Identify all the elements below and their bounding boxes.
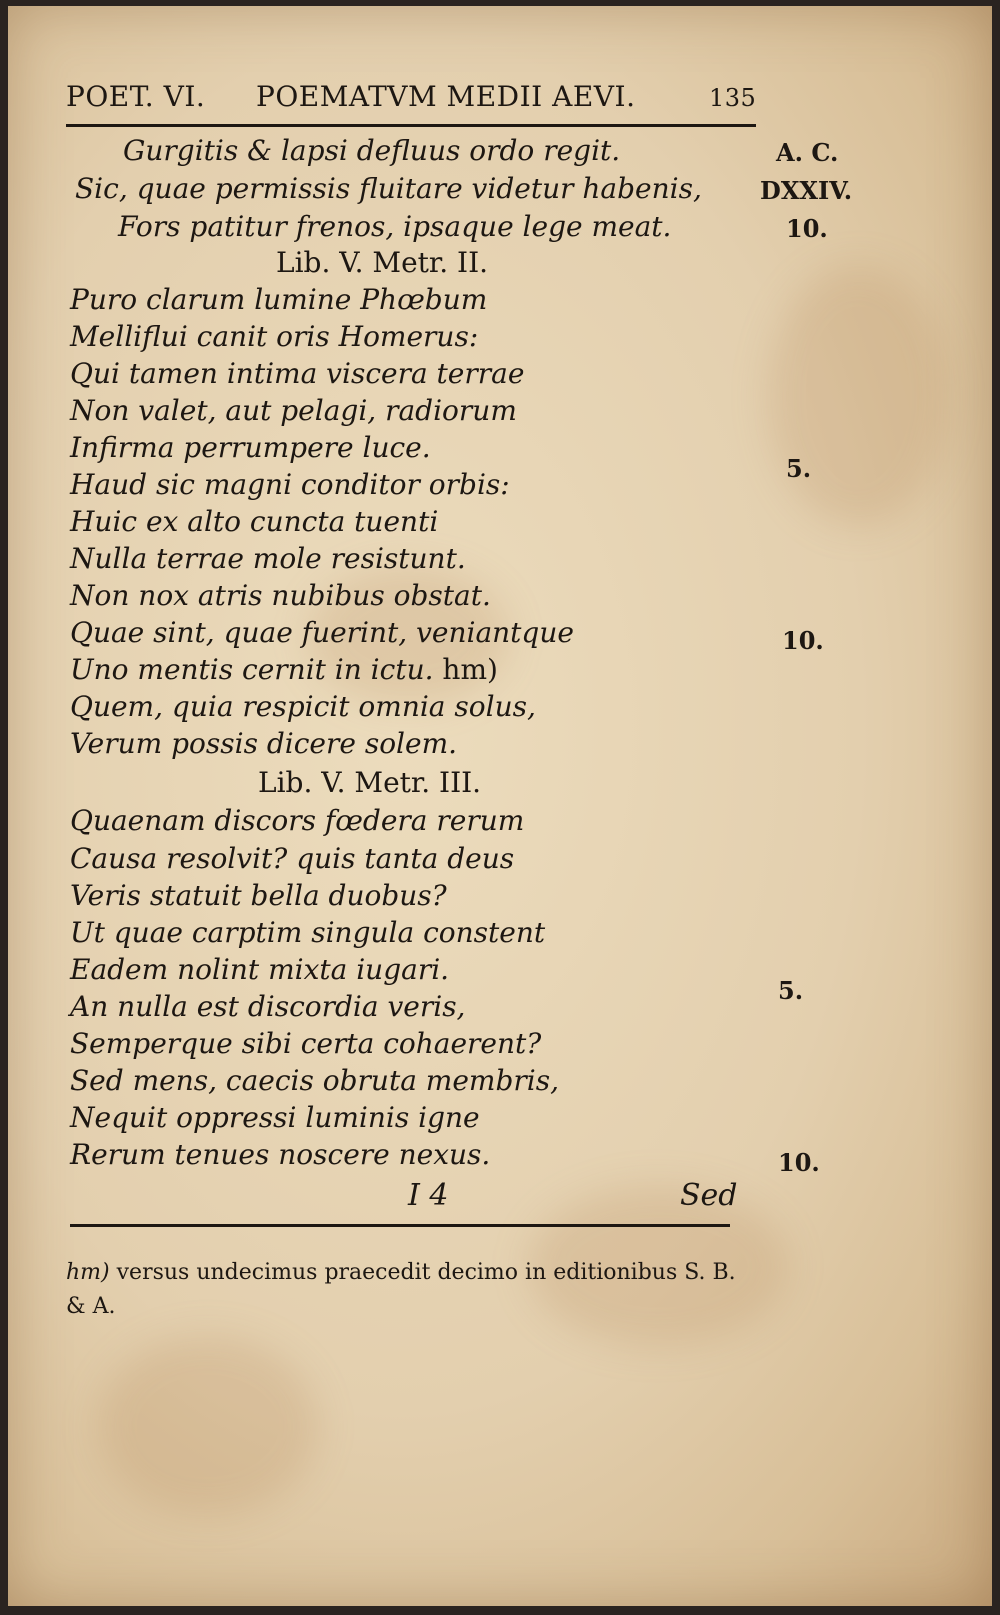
- verse-line: Ut quae carptim singula constent: [70, 916, 546, 949]
- signature-mark: I 4: [408, 1178, 449, 1213]
- page-number: 135: [709, 84, 757, 112]
- verse-line: Sed mens, caecis obruta membris,: [70, 1064, 560, 1097]
- verse-line: Infirma perrumpere luce.: [70, 431, 431, 464]
- header-title: POEMATVM MEDII AEVI.: [256, 80, 636, 113]
- verse-line: Non valet, aut pelagi, radiorum: [70, 394, 517, 427]
- header-section: POET. VI.: [66, 80, 206, 113]
- header-rule: [66, 124, 756, 127]
- verse-line: Quem, quia respicit omnia solus,: [70, 690, 536, 723]
- verse-line: Haud sic magni conditor orbis:: [70, 468, 510, 501]
- catchword: Sed: [680, 1178, 738, 1213]
- margin-line-number: 10.: [778, 1148, 820, 1177]
- margin-note-year: A. C.: [776, 138, 839, 167]
- verse-line: Nulla terrae mole resistunt.: [70, 542, 466, 575]
- section-heading: Lib. V. Metr. III.: [258, 766, 482, 799]
- verse-line: Sic, quae permissis fluitare videtur habenis,: [75, 172, 702, 205]
- verse-line: Uno mentis cernit in ictu. hm): [70, 653, 498, 686]
- verse-line: Qui tamen intima viscera terrae: [70, 357, 525, 390]
- verse-line: Eadem nolint mixta iugari.: [70, 953, 450, 986]
- verse-line: Fors patitur frenos, ipsaque lege meat.: [118, 210, 672, 243]
- margin-note-year: DXXIV.: [760, 176, 853, 205]
- footnote-reference: hm): [442, 653, 498, 686]
- verse-line: Non nox atris nubibus obstat.: [70, 579, 491, 612]
- verse-line: Causa resolvit? quis tanta deus: [70, 842, 515, 875]
- footnote-text: versus undecimus praecedit decimo in editionibus S. B. & A.: [66, 1260, 736, 1319]
- verse-line: Verum possis dicere solem.: [70, 727, 458, 760]
- section-heading: Lib. V. Metr. II.: [276, 246, 489, 279]
- verse-line: Huic ex alto cuncta tuenti: [70, 505, 439, 538]
- footnote: [66, 1256, 746, 1324]
- verse-line: Rerum tenues noscere nexus.: [70, 1138, 491, 1171]
- footnote-mark: hm): [66, 1260, 110, 1285]
- book-page: [8, 6, 992, 1606]
- margin-line-number: 10.: [786, 214, 828, 243]
- verse-line: Melliflui canit oris Homerus:: [70, 320, 479, 353]
- verse-line: Puro clarum lumine Phœbum: [70, 283, 488, 316]
- verse-line: Quae sint, quae fuerint, veniantque: [70, 616, 574, 649]
- margin-line-number: 10.: [782, 626, 824, 655]
- running-header: [66, 80, 756, 120]
- verse-line: Veris statuit bella duobus?: [70, 879, 447, 912]
- margin-line-number: 5.: [778, 976, 804, 1005]
- verse-line: Semperque sibi certa cohaerent?: [70, 1027, 542, 1060]
- verse-line: Quaenam discors fœdera rerum: [70, 804, 525, 837]
- margin-line-number: 5.: [786, 454, 812, 483]
- footnote-rule: [70, 1224, 730, 1227]
- verse-line: Gurgitis & lapsi defluus ordo regit.: [123, 134, 621, 167]
- verse-line: An nulla est discordia veris,: [70, 990, 466, 1023]
- verse-line: Nequit oppressi luminis igne: [70, 1101, 480, 1134]
